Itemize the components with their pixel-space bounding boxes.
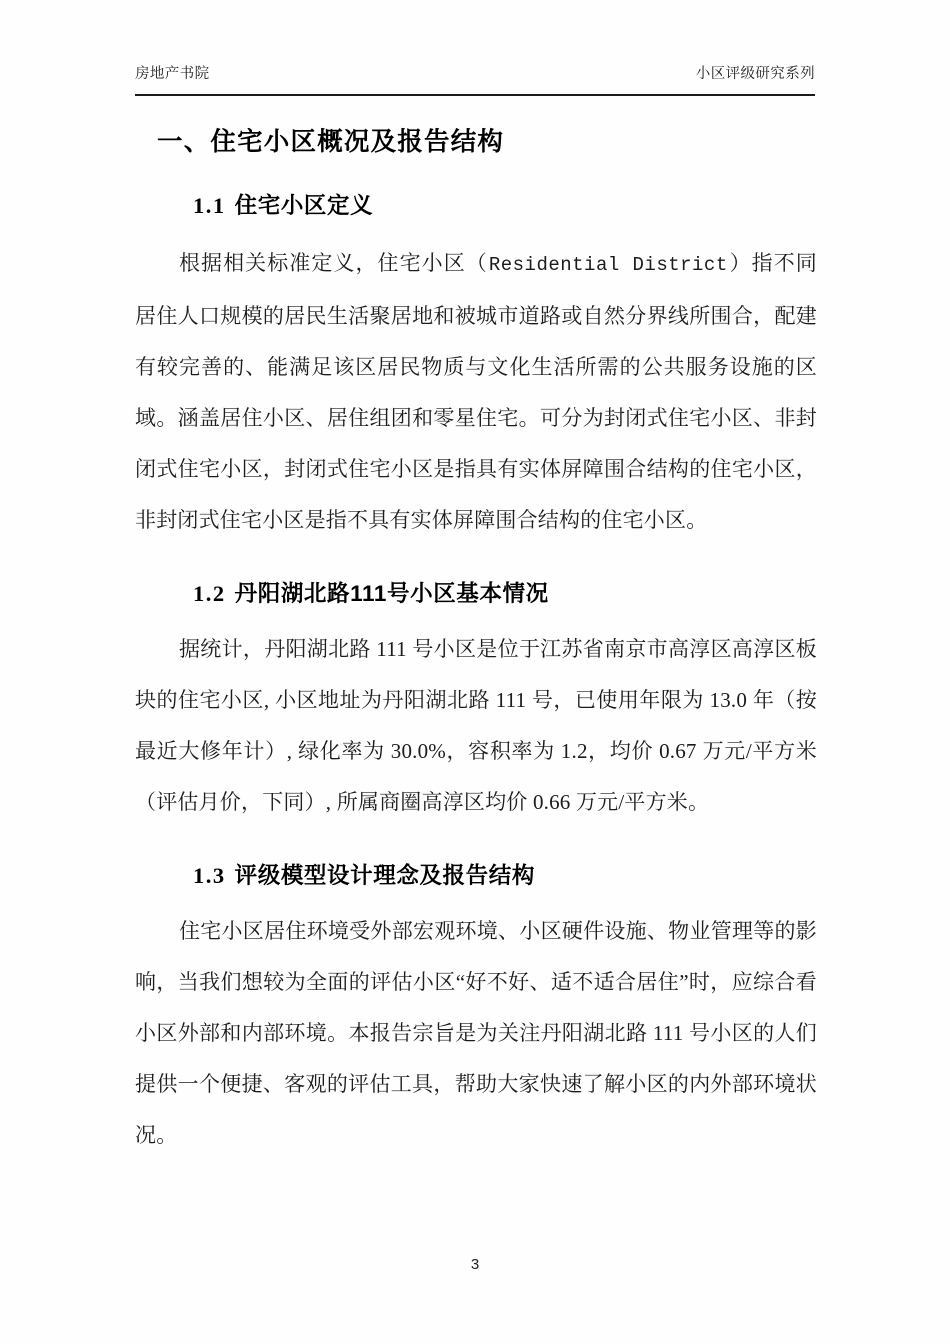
- section-title-1-1: 住宅小区定义: [234, 193, 374, 218]
- section-number-1-2: 1.2: [193, 581, 226, 606]
- paragraph-1-3: 住宅小区居住环境受外部宏观环境、小区硬件设施、物业管理等的影响，当我们想较为全面的评估小区“好不好、适不适合居住”时，应综合看小区外部和内部环境。本报告宗旨是为关注丹阳湖北路 111 号小区的人们提供一个便捷、客观的评估工具，帮助大家快速了解小区的内外部环境状况。: [135, 919, 817, 1147]
- paragraph-1-1-pre: 根据相关标准定义，住宅小区（: [179, 251, 488, 275]
- document-body: [135, 110, 817, 1161]
- section-number-1-3: 1.3: [193, 863, 226, 888]
- section-number-1-1: 1.1: [193, 193, 226, 218]
- section-title-1-2-pre: 丹阳湖北路: [234, 581, 351, 606]
- section-heading-1-3: [135, 858, 817, 894]
- page-number: 3: [470, 1256, 480, 1273]
- section-title-1-2-post: 号小区基本情况: [387, 581, 549, 606]
- section-title-1-3: 评级模型设计理念及报告结构: [234, 863, 535, 888]
- header-left-text: 房地产书院: [135, 66, 210, 82]
- paragraph-1-1: [135, 238, 817, 546]
- header-right-text: 小区评级研究系列: [695, 66, 815, 82]
- page-title: 一、住宅小区概况及报告结构: [157, 128, 505, 156]
- section-heading-1-1: [135, 188, 817, 224]
- running-header: [135, 62, 815, 96]
- section-title-1-2-number: 111: [350, 581, 387, 606]
- section-heading-1-2: [135, 576, 817, 612]
- paragraph-1-1-post: ）指不同居住人口规模的居民生活聚居地和被城市道路或自然分界线所围合，配建有较完善的、能满足该区居民物质与文化生活所需的公共服务设施的区域。涵盖居住小区、居住组团和零星住宅。可分为封闭式住宅小区、非封闭式住宅小区，封闭式住宅小区是指具有实体屏障围合结构的住宅小区，非封闭式住宅小区是指不具有实体屏障围合结构的住宅小区。: [135, 251, 817, 532]
- paragraph-1-1-latin-term: Residential District: [488, 254, 728, 276]
- page-footer: [0, 1256, 950, 1273]
- paragraph-1-2: 据统计，丹阳湖北路 111 号小区是位于江苏省南京市高淳区高淳区板块的住宅小区, 小区地址为丹阳湖北路 111 号，已使用年限为 13.0 年（按最近大修年计）, 绿化率为 30.0%，容积率为 1.2，均价 0.67 万元/平方米（评估月价，下同）, 所属商圈高淳区均价 0.66 万元/平方米。: [135, 637, 817, 814]
